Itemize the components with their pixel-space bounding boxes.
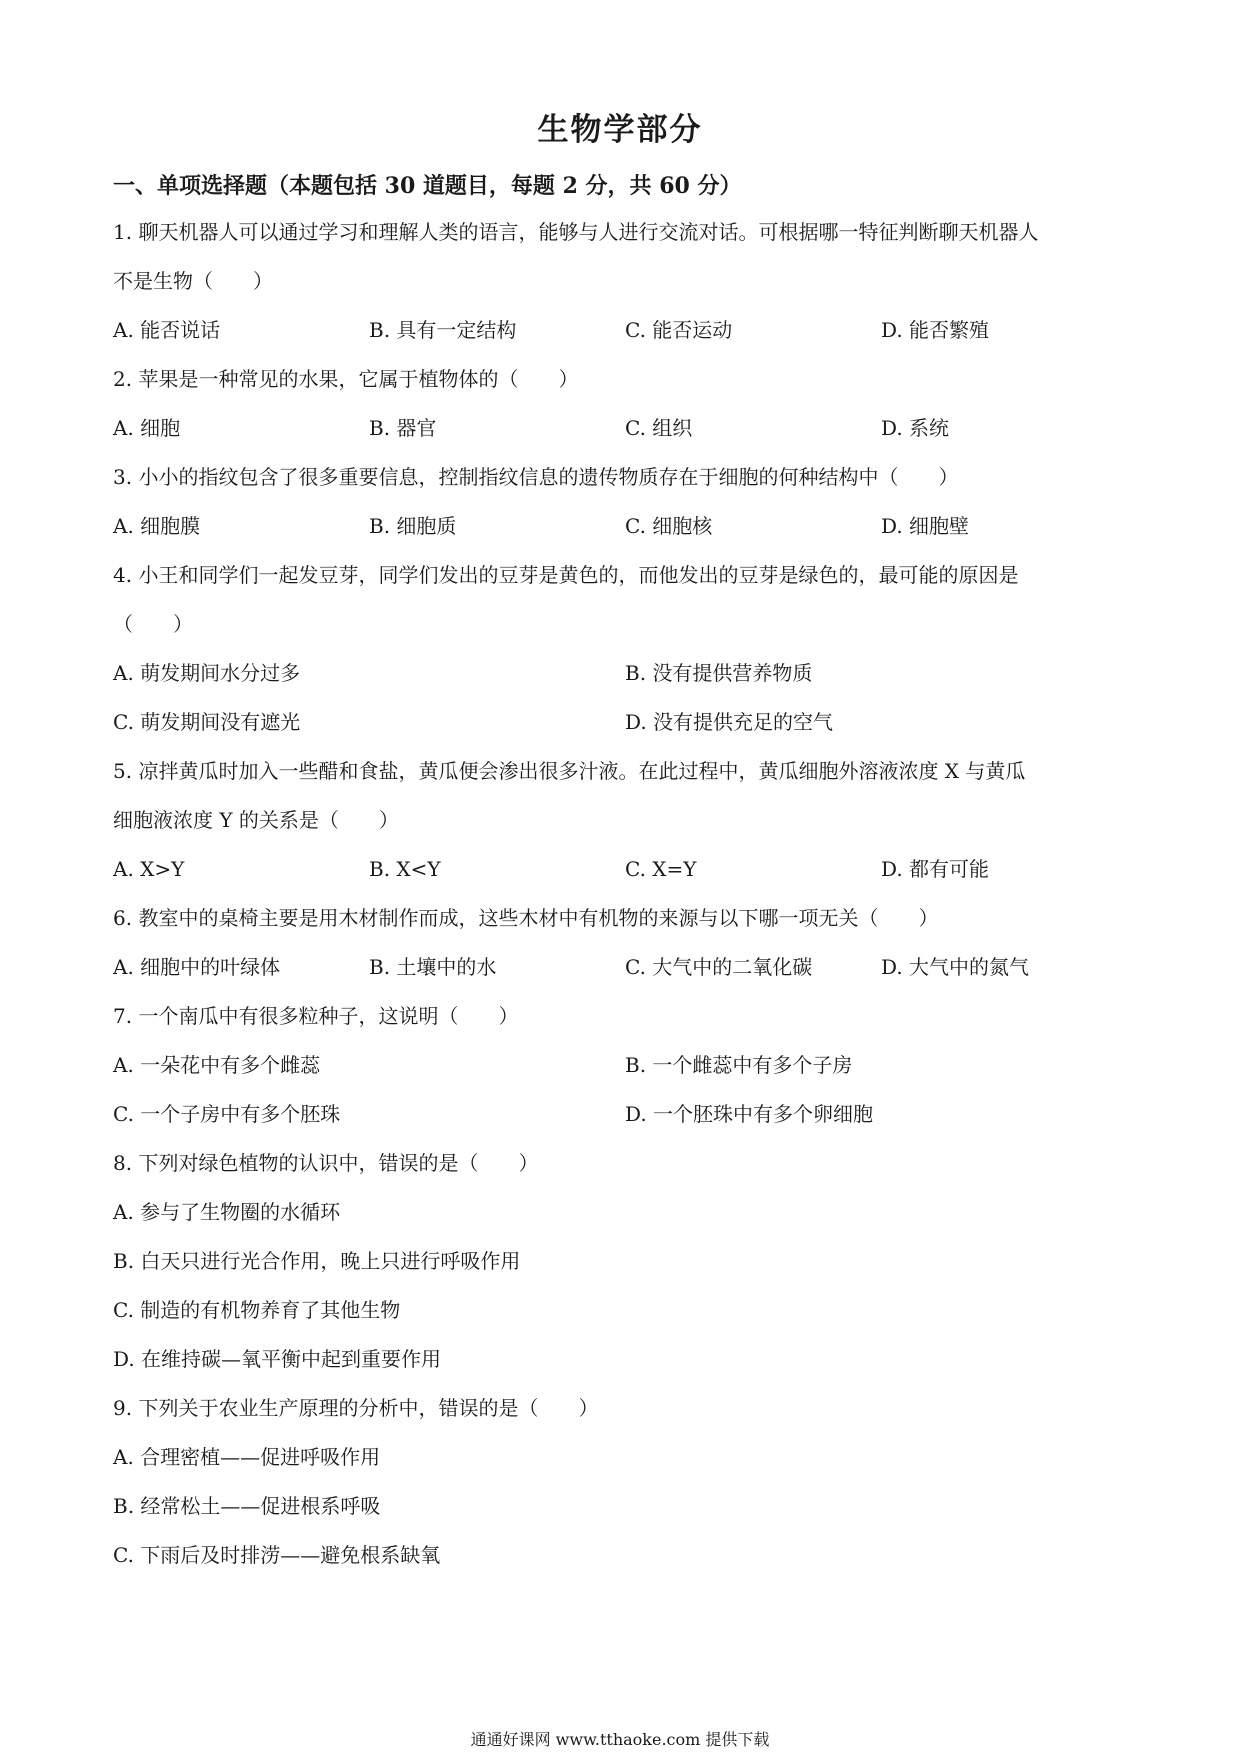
question-list <box>113 215 1143 1587</box>
answer-option: D. 都有可能 <box>881 857 990 881</box>
question-3 <box>113 460 1143 558</box>
answer-option: A. 萌发期间水分过多 <box>113 661 301 685</box>
answer-option: B. 土壤中的水 <box>369 955 497 979</box>
answer-option: A. 能否说话 <box>113 318 221 342</box>
answer-option: C. 能否运动 <box>625 318 733 342</box>
options-row <box>113 1048 1143 1097</box>
answer-option: C. 大气中的二氧化碳 <box>625 955 813 979</box>
answer-option: B. 没有提供营养物质 <box>625 661 813 685</box>
answer-option: B. 一个雌蕊中有多个子房 <box>625 1053 853 1077</box>
answer-option: C. 组织 <box>625 416 693 440</box>
answer-option: D. 细胞壁 <box>881 514 970 538</box>
answer-option: C. 细胞核 <box>625 514 713 538</box>
options-row <box>113 509 1143 558</box>
answer-option: D. 一个胚珠中有多个卵细胞 <box>625 1102 874 1126</box>
answer-option: C. 下雨后及时排涝——避免根系缺氧 <box>113 1543 441 1567</box>
answer-option: A. 细胞膜 <box>113 514 201 538</box>
answer-option: B. 经常松土——促进根系呼吸 <box>113 1494 381 1518</box>
question-stem: 8. 下列对绿色植物的认识中，错误的是（ ） <box>113 1151 539 1175</box>
options-row <box>113 705 1143 754</box>
question-stem: 1. 聊天机器人可以通过学习和理解人类的语言，能够与人进行交流对话。可根据哪一特征判断聊天机器人 <box>113 220 1039 244</box>
answer-option: A. 一朵花中有多个雌蕊 <box>113 1053 321 1077</box>
answer-option: D. 大气中的氮气 <box>881 955 1030 979</box>
question-7 <box>113 999 1143 1146</box>
answer-option: B. 细胞质 <box>369 514 457 538</box>
question-stem: 2. 苹果是一种常见的水果，它属于植物体的（ ） <box>113 367 579 391</box>
answer-option: C. 萌发期间没有遮光 <box>113 710 301 734</box>
answer-option: A. X>Y <box>113 857 185 881</box>
answer-option: C. 制造的有机物养育了其他生物 <box>113 1298 401 1322</box>
question-stem: 细胞液浓度 Y 的关系是（ ） <box>113 808 399 832</box>
question-9 <box>113 1391 1143 1587</box>
answer-option: A. 合理密植——促进呼吸作用 <box>113 1445 381 1469</box>
answer-option: D. 系统 <box>881 416 950 440</box>
answer-option: C. 一个子房中有多个胚珠 <box>113 1102 341 1126</box>
options-row <box>113 656 1143 705</box>
answer-option: A. 细胞 <box>113 416 181 440</box>
answer-option: A. 细胞中的叶绿体 <box>113 955 281 979</box>
options-row <box>113 313 1143 362</box>
question-6 <box>113 901 1143 999</box>
answer-option: B. 白天只进行光合作用，晚上只进行呼吸作用 <box>113 1249 521 1273</box>
answer-option: A. 参与了生物圈的水循环 <box>113 1200 341 1224</box>
question-2 <box>113 362 1143 460</box>
question-stem: 9. 下列关于农业生产原理的分析中，错误的是（ ） <box>113 1396 599 1420</box>
answer-option: B. X<Y <box>369 857 441 881</box>
section-heading: 一、单项选择题（本题包括 30 道题目，每题 2 分，共 60 分） <box>113 173 742 199</box>
answer-option: D. 没有提供充足的空气 <box>625 710 834 734</box>
page-title: 生物学部分 <box>537 112 703 148</box>
options-row <box>113 950 1143 999</box>
question-stem: 4. 小王和同学们一起发豆芽，同学们发出的豆芽是黄色的，而他发出的豆芽是绿色的，最可能的原因是 <box>113 563 1019 587</box>
question-stem: 7. 一个南瓜中有很多粒种子，这说明（ ） <box>113 1004 519 1028</box>
question-4 <box>113 558 1143 754</box>
question-8 <box>113 1146 1143 1391</box>
answer-option: D. 能否繁殖 <box>881 318 990 342</box>
question-stem: 5. 凉拌黄瓜时加入一些醋和食盐，黄瓜便会渗出很多汁液。在此过程中，黄瓜细胞外溶液浓度 X 与黄瓜 <box>113 759 1026 783</box>
footer-watermark: 通通好课网 www.tthaoke.com 提供下载 <box>470 1730 770 1749</box>
answer-option: B. 器官 <box>369 416 437 440</box>
question-stem: 3. 小小的指纹包含了很多重要信息，控制指纹信息的遗传物质存在于细胞的何种结构中（ ） <box>113 465 959 489</box>
options-row <box>113 852 1143 901</box>
question-stem: 不是生物（ ） <box>113 269 273 293</box>
options-row <box>113 411 1143 460</box>
question-5 <box>113 754 1143 901</box>
answer-option: B. 具有一定结构 <box>369 318 517 342</box>
answer-option: D. 在维持碳—氧平衡中起到重要作用 <box>113 1347 442 1371</box>
question-stem: 6. 教室中的桌椅主要是用木材制作而成，这些木材中有机物的来源与以下哪一项无关（ ） <box>113 906 939 930</box>
question-1 <box>113 215 1143 362</box>
answer-option: C. X=Y <box>625 857 697 881</box>
question-stem: （ ） <box>113 612 193 636</box>
options-row <box>113 1097 1143 1146</box>
